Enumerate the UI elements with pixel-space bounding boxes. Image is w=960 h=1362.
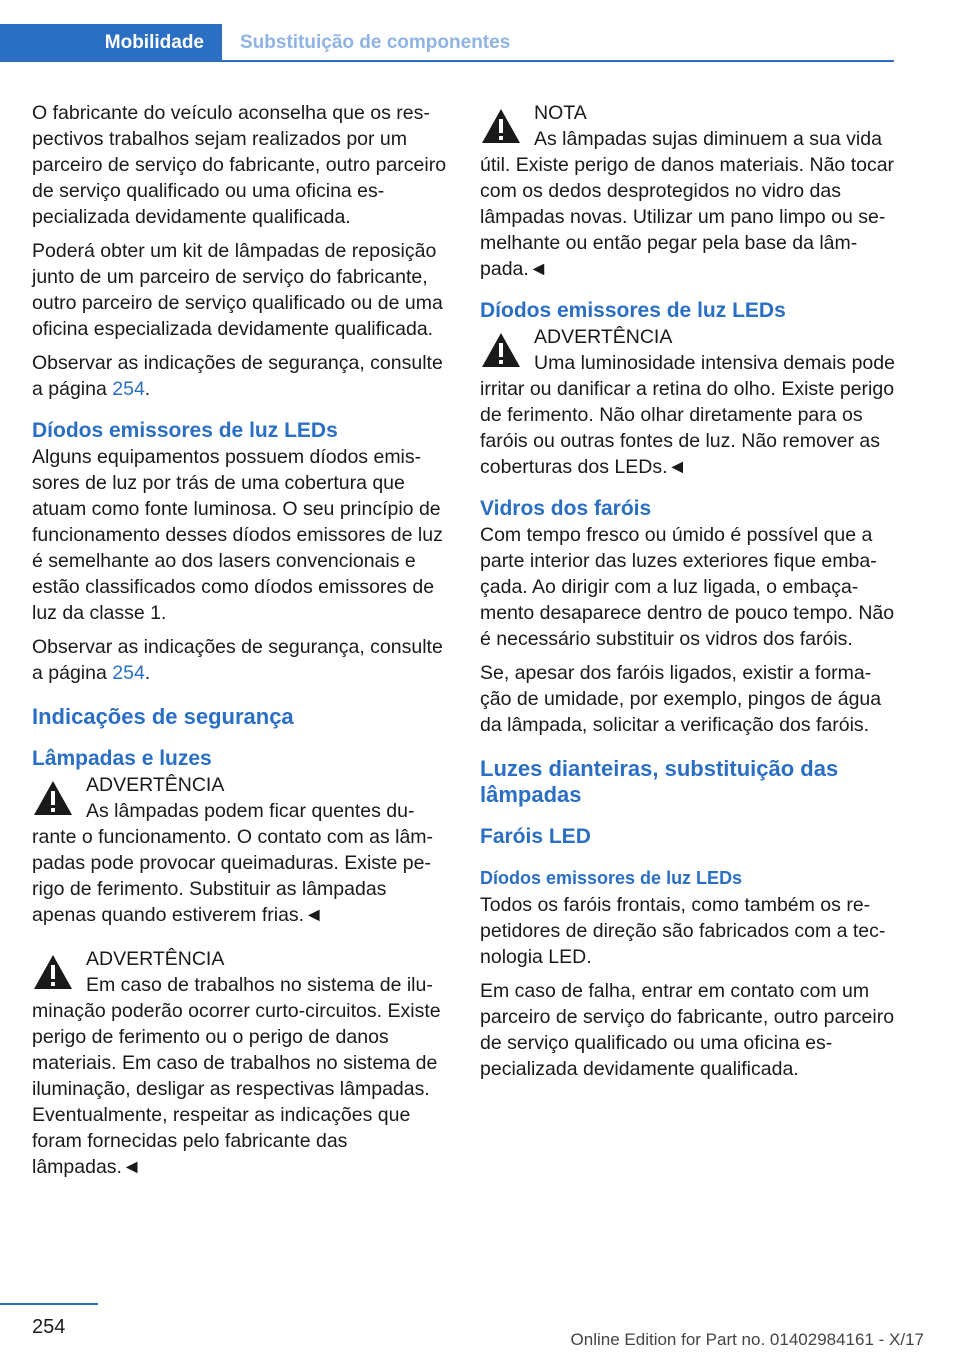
edition-note: Online Edition for Part no. 01402984161 - X/17 [570,1330,924,1349]
warning-triangle-icon [32,778,74,818]
heading-leds-small: Díodos emissores de luz LEDs [480,868,743,888]
page-link[interactable]: 254 [112,378,145,400]
paragraph: Com tempo fresco ou úmido é possível que a parte interior das luzes exteriores fique embaçada. Ao dirigir com a luz ligada, o embaçamento desaparece dentro de pouco tempo. Não é necessário substituir os vidros dos faróis. [480,524,895,650]
header-rule [222,60,894,62]
page-link[interactable]: 254 [112,662,145,684]
chapter-tab[interactable] [0,24,222,62]
warning-triangle-icon [480,106,522,146]
note-title: NOTA [534,102,587,124]
chapter-tab-label: Mobilidade [104,32,204,53]
section-tab[interactable] [240,24,510,62]
warning-text: Em caso de trabalhos no sistema de iluminação poderão ocorrer curto-circuitos. Existe perigo de ferimento ou o perigo de danos materiais. Em caso de trabalhos no sistema de iluminação, desligar as respectivas lâmpadas. Eventualmente, respeitar as indicações que foram fornecidas pelo fabricante das lâmpadas.◄ [32,974,441,1178]
paragraph-text: Observar as indicações de segurança, consulte a página [32,636,443,684]
heading-lamps: Lâmpadas e luzes [32,747,212,770]
warning-title: ADVERTÊNCIA [534,326,673,348]
heading-led-headlights: Faróis LED [480,825,591,848]
section-tab-label: Substituição de componentes [240,32,511,53]
paragraph: Poderá obter um kit de lâmpadas de reposição junto de um parceiro de serviço do fabricante, outro parceiro de serviço qualificado ou de uma oficina especializada devidamente qualificada. [32,240,443,340]
warning-title: ADVERTÊNCIA [86,948,225,970]
warning-block [32,772,448,928]
paragraph-text: Observar as indicações de segurança, consulte a página [32,352,443,400]
footer-rule [0,1303,98,1305]
heading-leds: Díodos emissores de luz LEDs [32,419,338,442]
warning-triangle-icon [480,330,522,370]
paragraph-text: . [144,378,151,400]
page-header [0,0,960,64]
note-block [480,100,896,282]
heading-glass: Vidros dos faróis [480,497,652,520]
paragraph [32,350,448,402]
paragraph: Alguns equipamentos possuem díodos emissores de luz por trás de uma cobertura que atuam como fonte luminosa. O seu princípio de funcionamento desses díodos emissores de luz é semelhante ao dos lasers convencionais e estão classificados como díodos emissores de luz da classe 1. [32,446,443,624]
page-number: 254 [32,1316,66,1338]
paragraph: O fabricante do veículo aconselha que os respectivos trabalhos sejam realizados por um parceiro de serviço do fabricante, outro parceiro de serviço qualificado ou uma oficina especializada devidamente qualificada. [32,102,447,228]
heading-front-lights: Luzes dianteiras, substituição das lâmpadas [480,756,839,807]
paragraph [32,634,448,686]
warning-triangle-icon [32,952,74,992]
left-column [32,100,448,1188]
paragraph-text: . [144,662,151,684]
warning-block [480,324,896,480]
warning-text: Uma luminosidade intensiva demais pode irritar ou danificar a retina do olho. Existe perigo de ferimento. Não olhar diretamente para os faróis ou outras fontes de luz. Não remover as coberturas dos LEDs.◄ [480,352,895,478]
paragraph: Em caso de falha, entrar em contato com um parceiro de serviço do fabricante, outro parceiro de serviço qualificado ou uma oficina especializada devidamente qualificada. [480,980,895,1080]
warning-title: ADVERTÊNCIA [86,774,225,796]
warning-block [32,946,448,1180]
warning-text: As lâmpadas podem ficar quentes durante o funcionamento. O contato com as lâmpadas pode provocar queimaduras. Existe perigo de ferimento. Substituir as lâmpadas apenas quando estiverem frias.◄ [32,800,434,926]
heading-safety: Indicações de segurança [32,704,294,729]
right-column [480,100,896,1090]
heading-leds: Díodos emissores de luz LEDs [480,299,786,322]
paragraph: Se, apesar dos faróis ligados, existir a formação de umidade, por exemplo, pingos de água da lâmpada, solicitar a verificação dos faróis. [480,662,882,736]
note-text: As lâmpadas sujas diminuem a sua vida útil. Existe perigo de danos materiais. Não tocar com os dedos desprotegidos no vidro das lâmpadas novas. Utilizar um pano limpo ou semelhante ou então pegar pela base da lâmpada.◄ [480,128,895,280]
paragraph: Todos os faróis frontais, como também os repetidores de direção são fabricados com a tecnologia LED. [480,894,886,968]
